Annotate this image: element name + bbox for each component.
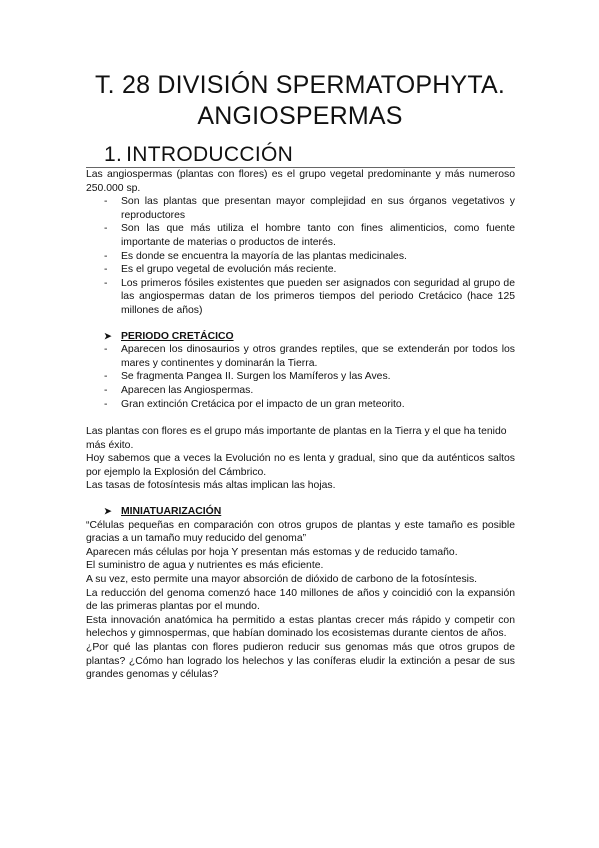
dash-bullet: - — [104, 384, 108, 396]
quote-paragraph: “Células pequeñas en comparación con otros grupos de plantas y este tamaño es posible gracias a un tamaño muy reducido del genoma” — [86, 519, 515, 545]
cretacico-bullet-list — [86, 343, 515, 411]
section-heading-text: INTRODUCCIÓN — [126, 143, 294, 166]
dash-bullet: - — [104, 277, 108, 289]
dash-bullet: - — [104, 223, 108, 235]
document-title — [60, 70, 540, 132]
section-number: 1. — [104, 143, 123, 166]
list-item: - Los primeros fósiles existentes que pueden ser asignados con seguridad al grupo de las angiospermas datan de los primeros tiempos del periodo Cretácico (hace 125 millones de años) — [104, 277, 515, 316]
dash-bullet: - — [104, 250, 108, 262]
subheading-periodo-cretacico: ➤ PERIODO CRETÁCICO — [104, 330, 234, 342]
paragraph: A su vez, esto permite una mayor absorción de dióxido de carbono de la fotosíntesis. — [86, 574, 478, 586]
list-item: - Aparecen los dinosaurios y otros grandes reptiles, que se extenderán por todos los mares y continentes y dominarán la Tierra. — [104, 344, 515, 369]
paragraph: Esta innovación anatómica ha permitido a estas plantas crecer más rápido y competir con helechos y gimnospermas, que habían dominado los ecosistemas durante cientos de años. — [86, 614, 515, 640]
title-line-2: ANGIOSPERMAS — [197, 102, 403, 130]
intro-paragraph: Las angiospermas (plantas con flores) es el grupo vegetal predominante y más numeroso 250.000 sp. — [86, 169, 515, 194]
dash-bullet: - — [104, 398, 108, 410]
arrow-bullet-icon: ➤ — [104, 506, 112, 517]
list-item: - Gran extinción Cretácica por el impacto de un gran meteorito. — [104, 398, 405, 410]
dash-bullet: - — [104, 264, 108, 276]
dash-bullet: - — [104, 196, 108, 208]
title-line-1: T. 28 DIVISIÓN SPERMATOPHYTA. — [94, 71, 506, 99]
list-item: - Es el grupo vegetal de evolución más reciente. — [104, 264, 337, 276]
list-item: - Se fragmenta Pangea II. Surgen los Mamíferos y las Aves. — [104, 371, 391, 383]
list-item: - Son las plantas que presentan mayor complejidad en sus órganos vegetativos y reproductores — [104, 196, 515, 221]
paragraph: ¿Por qué las plantas con flores pudieron reducir sus genomas más que otros grupos de plantas? ¿Cómo han logrado los helechos y las coníferas eludir la extinción a pesar de sus grandes genomas y células? — [86, 642, 515, 681]
list-item: - Aparecen las Angiospermas. — [104, 384, 254, 396]
arrow-bullet-icon: ➤ — [104, 330, 112, 341]
paragraph: Aparecen más células por hoja Y presentan más estomas y de reducido tamaño. — [86, 546, 458, 558]
paragraph: Las tasas de fotosíntesis más altas implican las hojas. — [86, 480, 336, 492]
paragraph: El suministro de agua y nutrientes es más eficiente. — [86, 560, 324, 572]
paragraph: Hoy sabemos que a veces la Evolución no es lenta y gradual, sino que da auténticos saltos por ejemplo la Explosión del Cámbrico. — [86, 453, 515, 478]
list-item: - Son las que más utiliza el hombre tanto con fines alimenticios, como fuente importante de materias o productos de interés. — [104, 223, 515, 248]
paragraph: Las plantas con flores es el grupo más importante de plantas en la Tierra y el que ha tenido más éxito. — [86, 426, 507, 451]
paragraph: La reducción del genoma comenzó hace 140 millones de años y coincidió con la expansión de las primeras plantas por el mundo. — [86, 587, 515, 613]
subheading-miniaturizacion: ➤ MINIATUARIZACIÓN — [104, 506, 222, 518]
list-item: - Es donde se encuentra la mayoría de las plantas medicinales. — [104, 250, 407, 262]
dash-bullet: - — [104, 344, 108, 356]
intro-bullet-list — [86, 195, 515, 317]
section-heading-introduccion — [104, 143, 293, 167]
dash-bullet: - — [104, 371, 108, 383]
document-body — [86, 168, 515, 682]
